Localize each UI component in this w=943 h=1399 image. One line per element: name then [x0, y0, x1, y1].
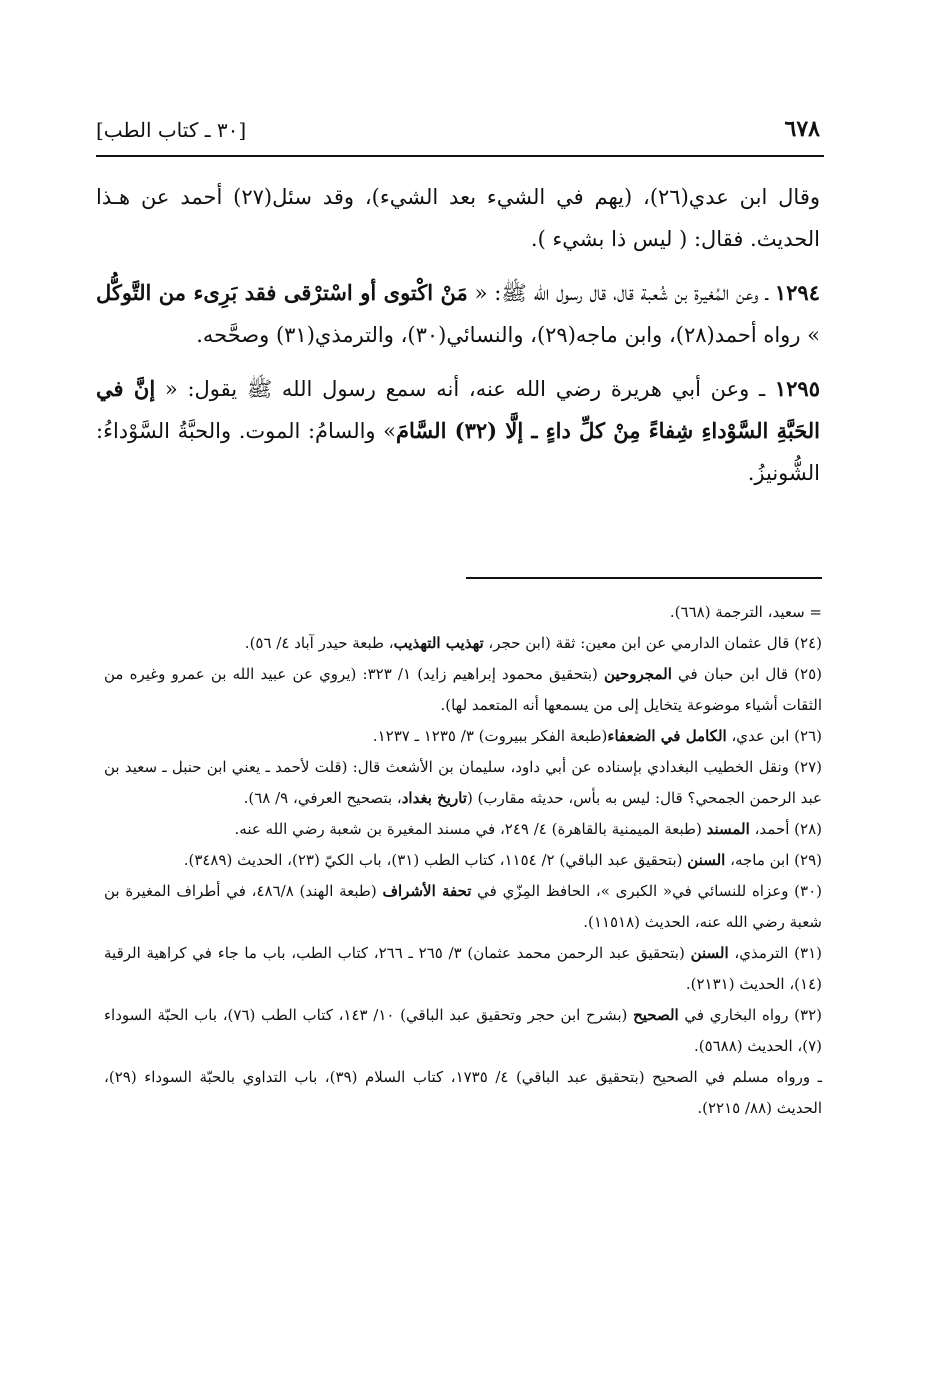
footnote: (٢٥) قال ابن حبان في المجروحين (بتحقيق محمود إبراهيم زايد) ١/ ٣٢٣: (يروي عن عبيد الله بن عمرو وغيره من الثقات أشياء موضوعة يتخايل إلى من يسمعها أنه المتعمد لها).	[104, 665, 822, 714]
hadith-intro: ـ وعن أبي هريرة رضي الله عنه، أنه سمع رسول الله ﷺ يقول: «	[155, 377, 775, 401]
footnote: (٢٨) أحمد، المسند (طبعة الميمنية بالقاهرة) ٤/ ٢٤٩، في مسند المغيرة بن شعبة رضي الله عنه.	[234, 820, 822, 838]
hadith-sources: » رواه أحمد(٢٨)، وابن ماجه(٢٩)، والنسائي(٣٠)، والترمذي(٣١) وصحَّحه.	[196, 323, 820, 347]
hadith-1295	[96, 368, 820, 494]
footnote: (٢٤) قال عثمان الدارمي عن ابن معين: ثقة (ابن حجر، تهذيب التهذيب، طبعة حيدر آباد ٤/ ٥٦).	[244, 634, 822, 652]
hadith-1294	[96, 272, 820, 356]
footnote: (٣٠) وعزاه للنسائي في« الكبرى »، الحافظ المِزّي في تحفة الأشراف (طبعة الهند) ٤٨٦/٨، في أطراف المغيرة بن شعبة رضي الله عنه، الحديث (١١٥١٨).	[104, 882, 823, 931]
hadith-text: إنَّ في الحَبَّةِ السَّوْداءِ شِفاءً مِنْ كلِّ داءٍ ـ إلَّا (٣٢) السَّامَ	[96, 376, 820, 443]
footnote: ـ ورواه مسلم في الصحيح (بتحقيق عبد الباقي) ٤/ ١٧٣٥، كتاب السلام (٣٩)، باب التداوي بالحبّة السوداء (٢٩)، الحديث (٨٨/ ٢٢١٥).	[104, 1068, 822, 1117]
header-rule	[96, 155, 824, 157]
hadith-text: مَنْ اكْتوى أو اسْترْقى فقد بَرِىء من التَّوكُّل	[96, 280, 468, 305]
page-header	[96, 108, 820, 148]
hadith-explanation: » والسامُ: الموت. والحبَّةُ السَّوْداءُ: الشُّونيزُ.	[96, 419, 820, 485]
footnote: (٣٢) رواه البخاري في الصحيح (بشرح ابن حجر وتحقيق عبد الباقي) ١٠/ ١٤٣، كتاب الطب (٧٦)، باب الحبّة السوداء (٧)، الحديث (٥٦٨٨).	[104, 1006, 822, 1055]
page-number: ٦٧٨	[784, 116, 820, 142]
main-text	[96, 176, 820, 506]
footnotes	[104, 597, 822, 1124]
hadith-number: ١٢٩٤	[774, 280, 820, 305]
paragraph-ibn-adi: وقال ابن عدي(٢٦)، (يهم في الشيء بعد الشيء)، وقد سئل(٢٧) أحمد عن هـذا الحديث. فقال: ( ليس ذا بشيء ).	[96, 185, 820, 251]
running-title: [٣٠ ـ كتاب الطب]	[96, 118, 247, 142]
footnote: (٢٧) ونقل الخطيب البغدادي بإسناده عن أبي داود، سليمان بن الأشعث قال: (قلت لأحمد ـ يعني ابن حنبل ـ سعيد بن عبد الرحمن الجمحي؟ قال: ليس به بأس، حديثه مقارب) (تاريخ بغداد، بتصحيح العرفي، ٩/ ٦٨).	[104, 758, 822, 807]
hadith-intro: ـ وعن المُغيرة بن شُعبة قال، قال رسول الله ﷺ: «	[467, 281, 775, 305]
footnote: (٢٦) ابن عدي، الكامل في الضعفاء(طبعة الفكر ببيروت) ٣/ ١٢٣٥ ـ ١٢٣٧.	[372, 727, 822, 745]
footnote: (٢٩) ابن ماجه، السنن (بتحقيق عبد الباقي) ٢/ ١١٥٤، كتاب الطب (٣١)، باب الكيّ (٢٣)، الحديث (٣٤٨٩).	[183, 851, 822, 869]
hadith-number: ١٢٩٥	[774, 376, 820, 401]
footnote: = سعيد، الترجمة (٦٦٨).	[669, 603, 822, 621]
footnote: (٣١) الترمذي، السنن (بتحقيق عبد الرحمن محمد عثمان) ٣/ ٢٦٥ ـ ٢٦٦، كتاب الطب، باب ما جاء في كراهية الرقية (١٤)، الحديث (٢١٣١).	[104, 944, 822, 993]
footnote-divider	[466, 577, 822, 579]
